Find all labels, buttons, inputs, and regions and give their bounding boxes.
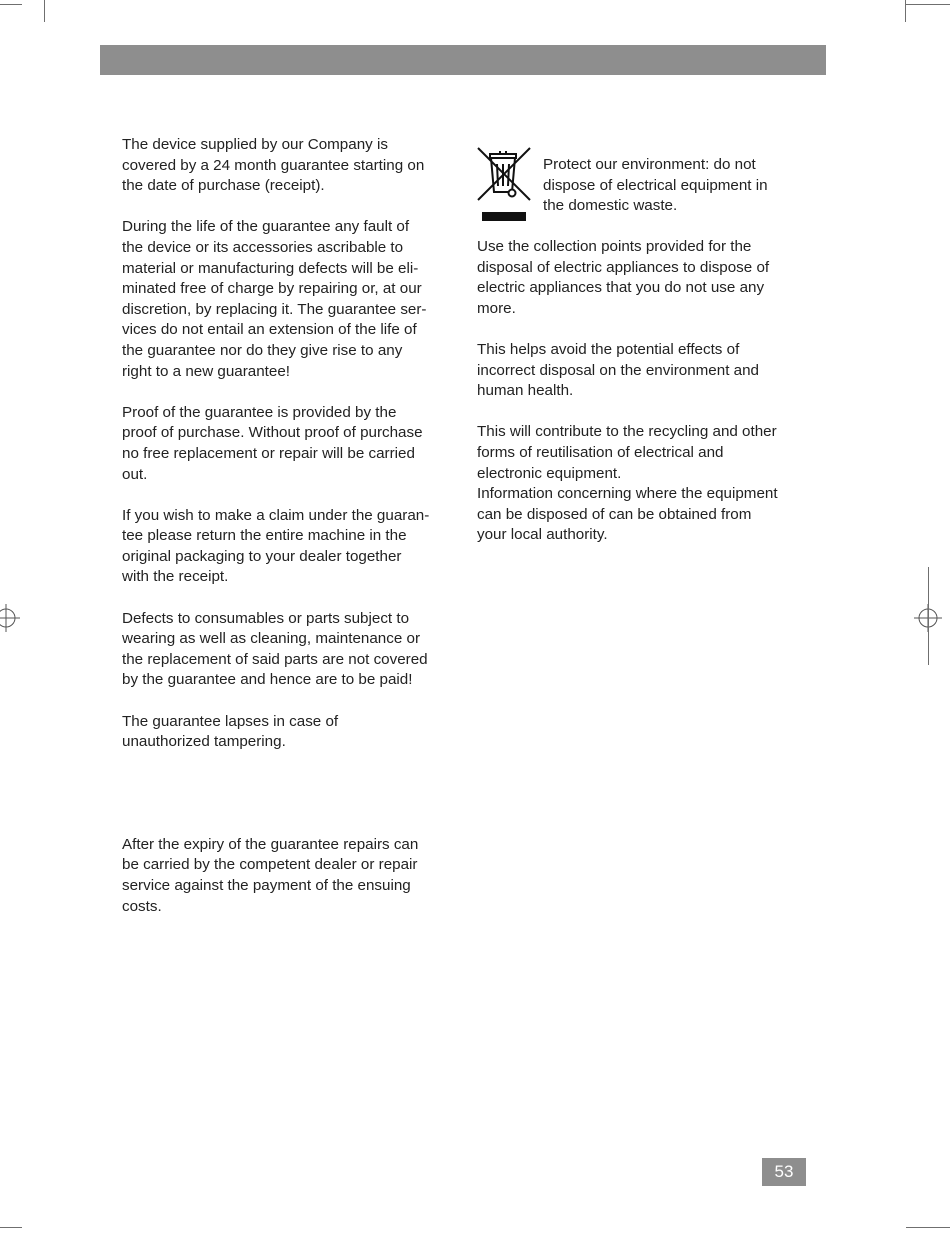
guarantee-paragraph-4: If you wish to make a claim under the guaran- tee please return the entire machine in the original packaging to your dealer together with the receipt. [122, 506, 430, 586]
disposal-paragraph-3: This will contribute to the recycling and other forms of reutilisation of electrical and electronic equipment. Information concerning where the equipment can be disposed of can be obtained from your local authority. [477, 423, 778, 544]
guarantee-paragraph-6: The guarantee lapses in case of unauthorized tampering. [122, 712, 339, 751]
registration-mark-left [0, 604, 20, 632]
crop-mark-bottom-right [906, 1227, 950, 1228]
disposal-paragraph-2: This helps avoid the potential effects of incorrect disposal on the environment and human health. [477, 340, 759, 400]
crop-mark-bottom-left [0, 1227, 22, 1228]
guarantee-paragraph-5: Defects to consumables or parts subject to wearing as well as cleaning, maintenance or the replacement of said parts are not covered by the guarantee and hence are to be paid! [122, 609, 428, 689]
page-number: 53 [762, 1158, 806, 1186]
weee-notice: Protect our environment: do not dispose of electrical equipment in the domestic waste. [543, 156, 768, 215]
guarantee-paragraph-1: The device supplied by our Company is covered by a 24 month guarantee starting on the date of purchase (receipt). [122, 136, 425, 195]
guarantee-paragraph-3: Proof of the guarantee is provided by the proof of purchase. Without proof of purchase no free replacement or repair will be carried out. [122, 403, 423, 483]
crossed-out-wheelie-bin-icon [476, 146, 532, 224]
header-bar [100, 45, 826, 75]
disposal-paragraph-1: Use the collection points provided for the disposal of electric appliances to dispose of electric appliances that you do not use any more. [477, 238, 770, 317]
crop-mark-top-right-vertical [905, 0, 906, 22]
registration-line-right [928, 567, 929, 665]
guarantee-paragraph-7: After the expiry of the guarantee repairs can be carried by the competent dealer or repair service against the payment of the ensuing costs. [122, 835, 419, 915]
crop-mark-top-right [906, 4, 950, 5]
guarantee-column [122, 135, 457, 938]
guarantee-paragraph-2: During the life of the guarantee any fault of the device or its accessories ascribable to material or manufacturing defects will be eli- minated free of charge by repairing or, at our discretion, by replacing it. The guarantee ser- vices do not entail an extension of the life of the guarantee nor do they give rise to any right to a new guarantee! [122, 218, 427, 380]
crop-mark-top-left-vertical [44, 0, 45, 22]
crop-mark-top-left [0, 4, 22, 5]
disposal-column [477, 237, 812, 567]
